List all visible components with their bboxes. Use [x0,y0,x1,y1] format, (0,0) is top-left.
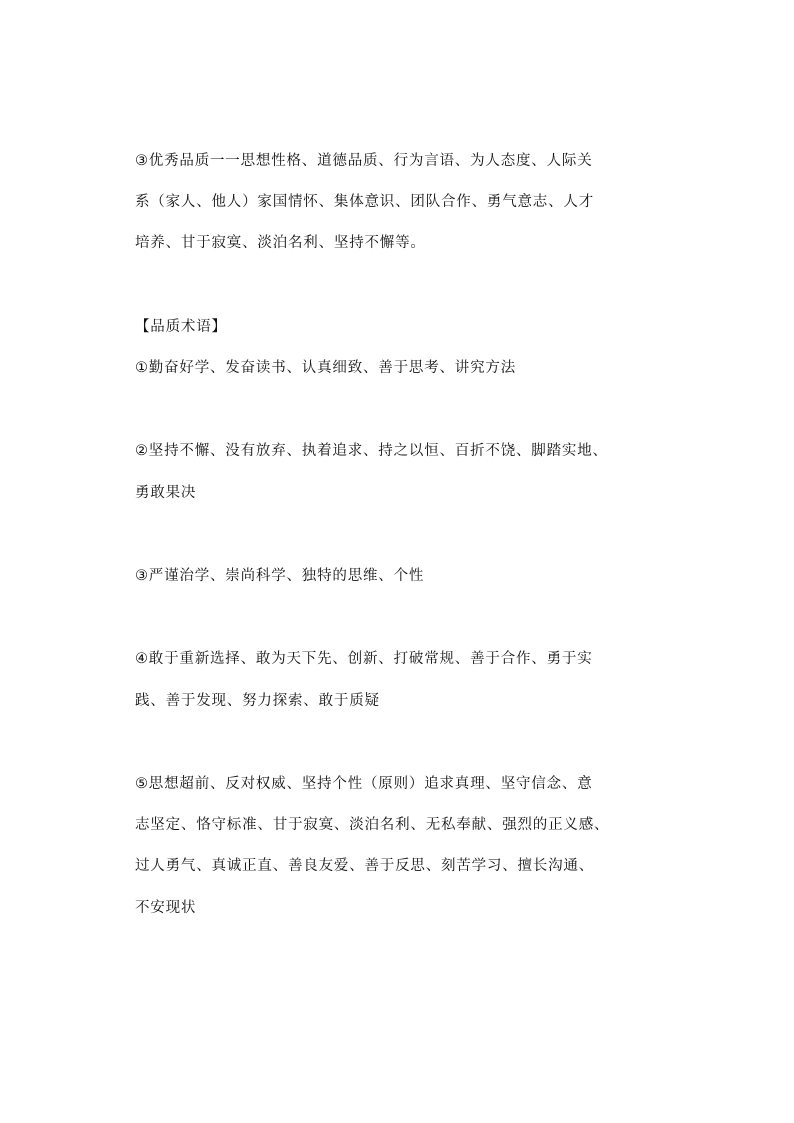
term-2-line-1: ②坚持不懈、没有放弃、执着追求、持之以恒、百折不饶、脚踏实地、 [135,443,608,459]
term-3-line-1: ③严谨治学、崇尚科学、独特的思维、个性 [135,568,425,584]
term-5-line-1: ⑤思想超前、反对权威、坚持个性（原则）追求真理、坚守信念、意 [135,776,593,792]
term-4-line-1: ④敢于重新选择、敢为天下先、创新、打破常规、善于合作、勇于实 [135,651,593,667]
term-2-line-2: 勇敢果决 [135,485,197,501]
term-4-line-2: 践、善于发现、努力探索、敢于质疑 [135,693,380,709]
term-5-line-2: 志坚定、恪守标准、甘于寂寞、淡泊名利、无私奉献、强烈的正义感、 [135,817,610,833]
term-5-line-4: 不安现状 [135,900,197,916]
qualities-intro-line-2: 系（家人、他人）家国情怀、集体意识、团队合作、勇气意志、人才 [135,194,594,210]
terms-heading: 【品质术语】 [135,319,227,335]
qualities-intro-line-1: ③优秀品质一一思想性格、道德品质、行为言语、为人态度、人际关 [135,153,593,169]
qualities-intro-line-3: 培养、甘于寂寞、淡泊名利、坚持不懈等。 [135,235,426,251]
term-1-line-1: ①勤奋好学、发奋读书、认真细致、善于思考、讲究方法 [135,360,516,376]
term-5-line-3: 过人勇气、真诚正直、善良友爱、善于反思、刻苦学习、擅长沟通、 [135,858,594,874]
